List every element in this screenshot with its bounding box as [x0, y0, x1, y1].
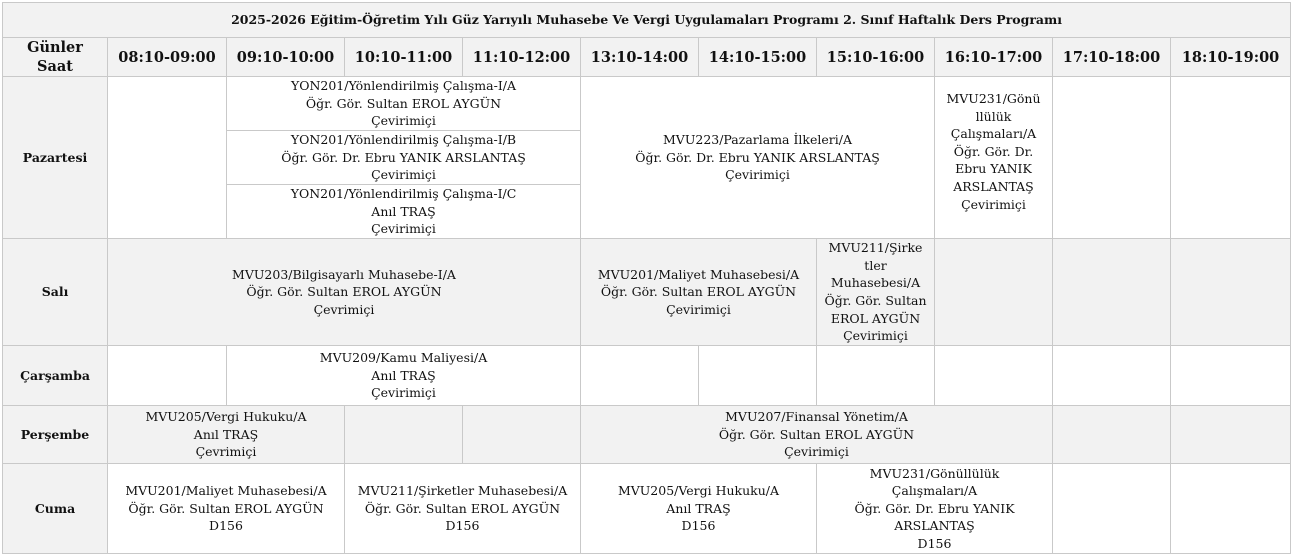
corner-header	[3, 38, 108, 77]
empty-cell	[1053, 239, 1171, 346]
lesson-line: Çevirimiçi	[371, 113, 436, 129]
corner-time-label: Saat	[37, 58, 73, 75]
time-slot-header: 18:10-19:00	[1171, 38, 1291, 77]
day-label: Salı	[3, 239, 108, 346]
lesson-cell	[108, 406, 345, 464]
lesson-cell	[817, 464, 1053, 554]
lesson-cell	[227, 346, 581, 406]
lesson-line: Öğr. Gör. Dr. Ebru YANIK ARSLANTAŞ	[635, 149, 880, 165]
lesson-line: Öğr. Gör. Dr. Ebru YANIK ARSLANTAŞ	[281, 149, 526, 165]
lesson-line: Çalışmaları/A	[950, 126, 1037, 142]
lesson-line: MVU223/Pazarlama İlkeleri/A	[663, 132, 852, 148]
lesson-line: MVU231/Gönüllülük	[869, 465, 1000, 481]
lesson-line: Anıl TRAŞ	[371, 367, 436, 383]
lesson-line: MVU201/Maliyet Muhasebesi/A	[125, 483, 327, 499]
empty-cell	[345, 406, 463, 464]
lesson-line: MVU211/Şirke	[828, 240, 923, 256]
lesson-line: Çevrimiçi	[195, 444, 257, 460]
lesson-line: Öğr. Gör. Sultan EROL AYGÜN	[718, 426, 915, 442]
lesson-line: llülük	[975, 108, 1012, 124]
lesson-line: Çevirimiçi	[725, 167, 790, 183]
schedule-table	[2, 2, 1291, 554]
day-row-tuesday	[3, 239, 1291, 346]
lesson-line: MVU201/Maliyet Muhasebesi/A	[597, 266, 800, 282]
lesson-cell	[581, 77, 935, 239]
lesson-line: MVU231/Gönü	[946, 91, 1041, 106]
lesson-line: D156	[445, 518, 480, 534]
lesson-cell	[345, 464, 581, 554]
empty-cell	[1053, 346, 1171, 406]
lesson-line: Öğr. Gör. Sultan	[824, 293, 927, 308]
time-slot-header: 16:10-17:00	[935, 38, 1053, 77]
lesson-line: D156	[917, 535, 952, 551]
empty-cell	[581, 346, 699, 406]
day-label: Çarşamba	[3, 346, 108, 406]
empty-cell	[1171, 239, 1291, 346]
lesson-line: MVU209/Kamu Maliyesi/A	[319, 350, 488, 366]
lesson-line: Öğr. Gör. Sultan EROL AYGÜN	[128, 500, 324, 516]
lesson-line: YON201/Yönlendirilmiş Çalışma-I/C	[290, 186, 517, 202]
lesson-line: Çalışmaları/A	[891, 483, 978, 499]
lesson-cell	[817, 239, 935, 346]
time-slot-header: 15:10-16:00	[817, 38, 935, 77]
day-row-wednesday	[3, 346, 1291, 406]
lesson-line: EROL AYGÜN	[830, 310, 921, 326]
lesson-cell	[227, 185, 581, 239]
lesson-line: YON201/Yönlendirilmiş Çalışma-I/A	[290, 78, 517, 94]
time-slot-header: 17:10-18:00	[1053, 38, 1171, 77]
empty-cell	[108, 77, 227, 239]
empty-cell	[1171, 464, 1291, 554]
lesson-line: Anıl TRAŞ	[666, 500, 731, 516]
lesson-line: MVU207/Finansal Yönetim/A	[725, 409, 908, 425]
lesson-line: Öğr. Gör. Dr. Ebru YANIK	[854, 500, 1015, 516]
lesson-line: YON201/Yönlendirilmiş Çalışma-I/B	[290, 132, 517, 148]
empty-cell	[108, 346, 227, 406]
lesson-cell	[581, 239, 817, 346]
lesson-line: Öğr. Gör. Sultan EROL AYGÜN	[246, 284, 442, 300]
lesson-line: Anıl TRAŞ	[193, 426, 259, 442]
day-row-friday	[3, 464, 1291, 554]
time-slot-header: 10:10-11:00	[345, 38, 463, 77]
lesson-line: Çevirimiçi	[371, 167, 436, 183]
lesson-line: Muhasebesi/A	[830, 275, 921, 291]
time-slot-header: 08:10-09:00	[108, 38, 227, 77]
header-row	[3, 38, 1291, 77]
day-row-thursday	[3, 406, 1291, 464]
lesson-cell	[581, 464, 817, 554]
lesson-line: Ebru YANIK	[955, 161, 1032, 177]
day-label: Pazartesi	[3, 77, 108, 239]
empty-cell	[463, 406, 581, 464]
lesson-line: MVU211/Şirketler Muhasebesi/A	[357, 483, 568, 499]
lesson-line: Çevirimiçi	[371, 385, 436, 401]
lesson-line: ARSLANTAŞ	[953, 178, 1034, 194]
lesson-line: Çevirimiçi	[666, 301, 731, 317]
time-slot-header: 14:10-15:00	[699, 38, 817, 77]
lesson-line: Öğr. Gör. Sultan EROL AYGÜN	[600, 284, 797, 300]
schedule-title: 2025-2026 Eğitim-Öğretim Yılı Güz Yarıyılı Muhasebe Ve Vergi Uygulamaları Programı 2. Sınıf Haftalık Ders Programı	[3, 3, 1291, 38]
lesson-cell	[108, 239, 581, 346]
empty-cell	[1053, 406, 1171, 464]
lesson-line: Çevirimiçi	[843, 328, 908, 344]
corner-days-label: Günler	[27, 39, 83, 56]
lesson-line: D156	[209, 518, 243, 534]
lesson-line: ARSLANTAŞ	[894, 518, 975, 534]
lesson-line: Öğr. Gör. Sultan EROL AYGÜN	[305, 95, 502, 111]
time-slot-header: 09:10-10:00	[227, 38, 345, 77]
lesson-line: Çevrimiçi	[313, 301, 375, 317]
time-slot-header: 13:10-14:00	[581, 38, 699, 77]
empty-cell	[817, 346, 935, 406]
empty-cell	[1053, 77, 1171, 239]
empty-cell	[935, 239, 1053, 346]
lesson-cell	[935, 77, 1053, 239]
lesson-line: tler	[864, 257, 887, 273]
empty-cell	[1171, 346, 1291, 406]
time-slot-header: 11:10-12:00	[463, 38, 581, 77]
lesson-line: Anıl TRAŞ	[371, 203, 436, 219]
lesson-line: Çevirimiçi	[371, 221, 436, 237]
lesson-line: Çevirimiçi	[784, 444, 849, 460]
lesson-line: MVU205/Vergi Hukuku/A	[617, 483, 780, 499]
lesson-cell	[581, 406, 1053, 464]
lesson-line: D156	[681, 518, 716, 534]
lesson-line: MVU203/Bilgisayarlı Muhasebe-I/A	[232, 266, 456, 282]
empty-cell	[935, 346, 1053, 406]
lesson-cell	[227, 77, 581, 131]
lesson-line: Öğr. Gör. Sultan EROL AYGÜN	[364, 500, 561, 516]
day-label: Perşembe	[3, 406, 108, 464]
empty-cell	[1053, 464, 1171, 554]
empty-cell	[1171, 406, 1291, 464]
lesson-cell	[227, 131, 581, 185]
empty-cell	[1171, 77, 1291, 239]
day-label: Cuma	[3, 464, 108, 554]
lesson-cell	[108, 464, 345, 554]
lesson-line: Çevirimiçi	[961, 196, 1026, 212]
day-row-monday	[3, 77, 1291, 131]
lesson-line: Öğr. Gör. Dr.	[953, 143, 1034, 159]
empty-cell	[699, 346, 817, 406]
lesson-line: MVU205/Vergi Hukuku/A	[145, 409, 307, 425]
